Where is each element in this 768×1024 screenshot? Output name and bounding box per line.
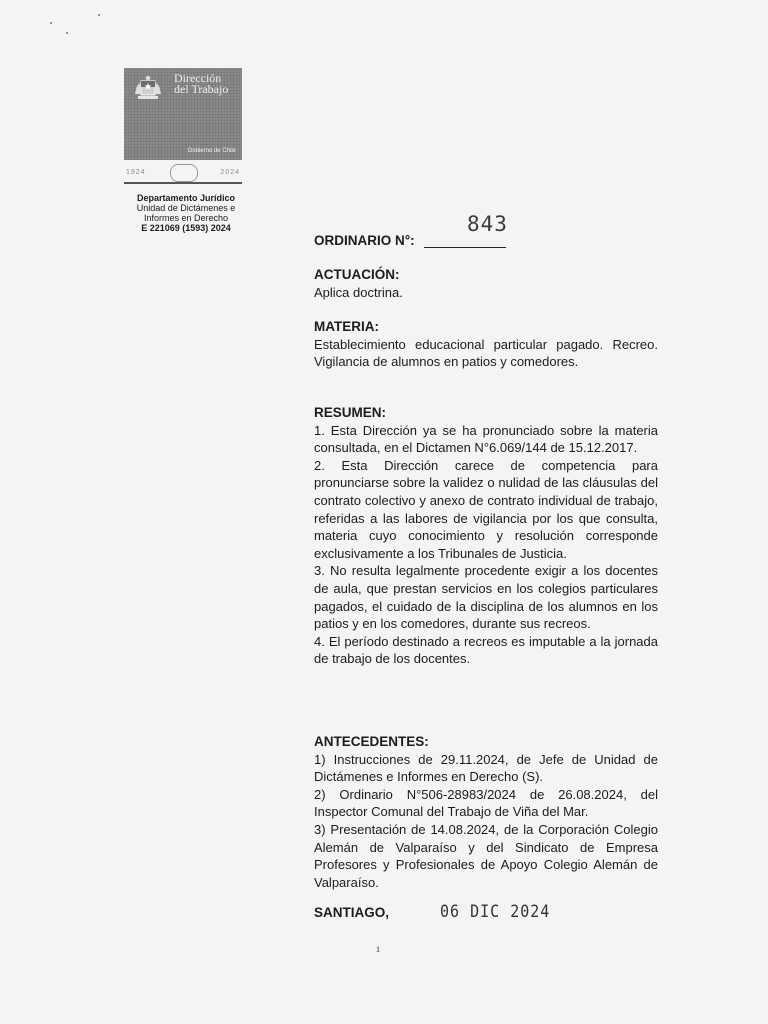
actuacion-heading: ACTUACIÓN: (314, 267, 400, 282)
resumen-item: 4. El período destinado a recreos es imputable a la jornada de trabajo de los docentes. (314, 633, 658, 667)
ordinario-underline (424, 247, 506, 248)
institution-logo (124, 68, 242, 160)
strip-year-right: 2024 (220, 169, 240, 176)
scan-speck (66, 32, 68, 34)
resumen-item: 3. No resulta legalmente procedente exigir a los docentes de aula, que prestan servicios en los colegios particulares pagados, el cuidado de la disciplina de los alumnos en los patios y en los comedores, durante sus recreos. (314, 563, 658, 632)
ordinario-label: ORDINARIO N°: (314, 233, 415, 248)
strip-year-left: 1924 (126, 169, 146, 176)
unit-name-line: Informes en Derecho (143, 213, 229, 223)
antecedentes-item: 3) Presentación de 14.08.2024, de la Corporación Colegio Alemán de Valparaíso y del Sindicato de Empresa Profesores y Profesionales de Apoyo Colegio Alemán de Valparaíso. (314, 821, 658, 890)
resumen-item: 1. Esta Dirección ya se ha pronunciado sobre la materia consultada, en el Dictamen N°6.069/144 de 15.12.2017. (314, 422, 658, 456)
actuacion-text: Aplica doctrina. (314, 284, 403, 300)
antecedentes-item: 2) Ordinario N°506-28983/2024 de 26.08.2024, del Inspector Comunal del Trabajo de Viña del Mar. (314, 786, 658, 820)
resumen-item: 2. Esta Dirección carece de competencia para pronunciarse sobre la validez o nulidad de las cláusulas del contrato colectivo y anexo de contrato individual de trabajo, referidas a las labores de vigilancia por los que consulta, materia cuyo conocimiento y resolución corresponde exclusivamente a los Tribunales de Justicia. (314, 457, 658, 561)
scan-speck (50, 22, 52, 24)
file-reference: E 221069 (1593) 2024 (141, 223, 231, 233)
chile-coat-of-arms-icon (132, 74, 164, 102)
department-block (120, 193, 252, 233)
page-number: 1 (376, 945, 380, 954)
actuacion-section (314, 266, 658, 301)
antecedentes-section (314, 733, 658, 891)
date-stamp: 06 DIC 2024 (440, 900, 551, 922)
ordinario-number: 843 (467, 212, 508, 236)
materia-section (314, 318, 658, 371)
resumen-heading: RESUMEN: (314, 405, 387, 420)
scan-speck (98, 14, 100, 16)
department-name: Departamento Jurídico (136, 193, 236, 203)
city-label: SANTIAGO, (314, 905, 390, 920)
anniversary-strip (124, 164, 242, 184)
antecedentes-item: 1) Instrucciones de 29.11.2024, de Jefe de Unidad de Dictámenes e Informes en Derecho (S). (314, 751, 658, 785)
brand-line: Dirección (174, 71, 222, 85)
centenary-emblem-icon (170, 164, 198, 182)
materia-heading: MATERIA: (314, 319, 379, 334)
unit-name-line: Unidad de Dictámenes e (136, 203, 236, 213)
government-label: Gobierno de Chile (187, 148, 236, 154)
brand-name (174, 73, 240, 95)
strip-band (124, 182, 242, 184)
brand-line: del Trabajo (174, 82, 229, 96)
antecedentes-heading: ANTECEDENTES: (314, 734, 429, 749)
materia-text: Establecimiento educacional particular pagado. Recreo. Vigilancia de alumnos en patios y comedores. (314, 336, 658, 370)
resumen-section (314, 404, 658, 668)
